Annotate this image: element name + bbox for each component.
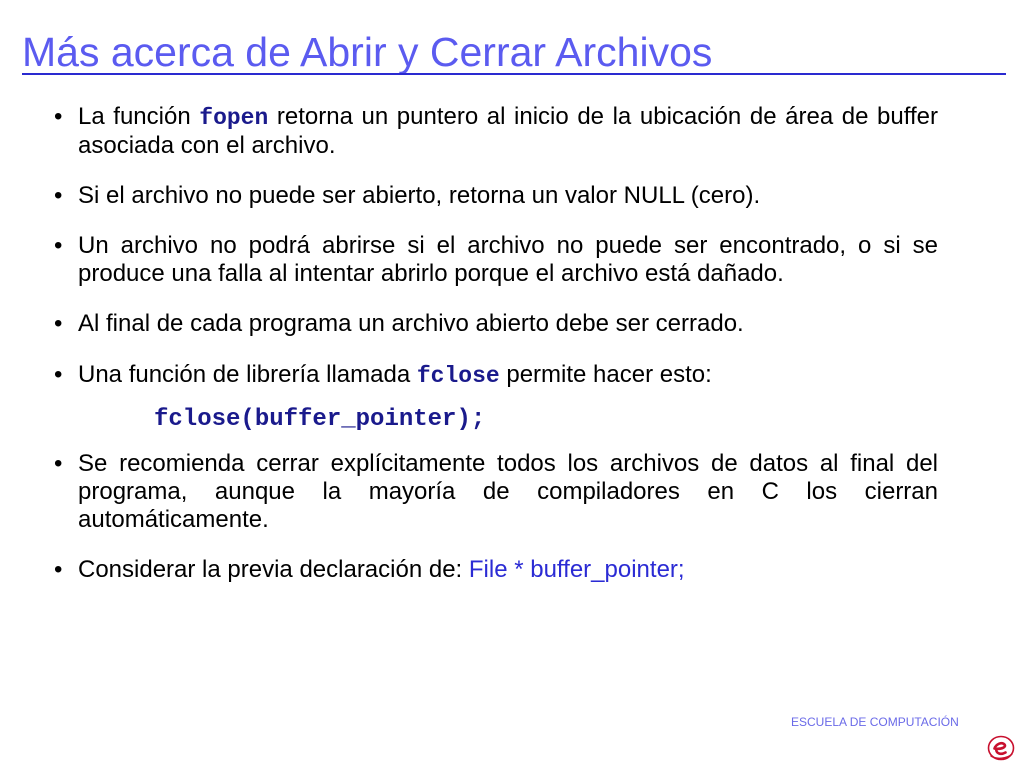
bullet-marker: • [54,310,63,337]
bullet-close-at-end [54,310,938,338]
bullet-null-return [54,182,938,210]
bullet-text: permite hacer esto: [499,361,712,388]
bullet-text: Una función de librería llamada [78,361,417,388]
escuela-e-logo-icon [987,735,1015,761]
code-fclose: fclose [416,363,500,389]
bullet-marker: • [54,361,63,388]
declaration-code: File * buffer_pointer; [468,556,685,583]
bullet-marker: • [54,182,63,209]
bullet-text: Considerar la previa declaración de: [78,556,469,583]
bullet-text: Se recomienda cerrar explícitamente todos los archivos de datos al final del programa, aunque la mayoría de compiladores en C los cierran automáticamente. [78,450,938,533]
bullet-marker: • [54,556,63,583]
bullet-text: La función [78,103,200,130]
bullet-fopen [54,103,938,160]
bullet-declaration [54,556,938,584]
bullet-text: Si el archivo no puede ser abierto, retorna un valor NULL (cero). [78,182,761,209]
slide-title: Más acerca de Abrir y Cerrar Archivos [22,29,713,75]
footer-school-label: ESCUELA DE COMPUTACIÓN [791,715,959,729]
code-fopen: fopen [199,105,269,131]
bullet-marker: • [54,232,63,259]
bullet-list [54,103,938,584]
bullet-text: Un archivo no podrá abrirse si el archivo no puede ser encontrado, o si se produce una falla al intentar abrirlo porque el archivo está dañado. [78,232,938,287]
bullet-marker: • [54,450,63,477]
bullet-fclose [54,361,938,390]
bullet-open-failure [54,232,938,288]
code-example: fclose(buffer_pointer); [154,406,486,433]
bullet-marker: • [54,103,63,130]
bullet-recommend-close [54,450,938,534]
bullet-text: retorna un puntero al inicio de la ubicación de área de buffer asociada con el archivo. [78,103,938,159]
title-underline [22,73,1006,75]
bullet-text: Al final de cada programa un archivo abierto debe ser cerrado. [78,310,744,337]
